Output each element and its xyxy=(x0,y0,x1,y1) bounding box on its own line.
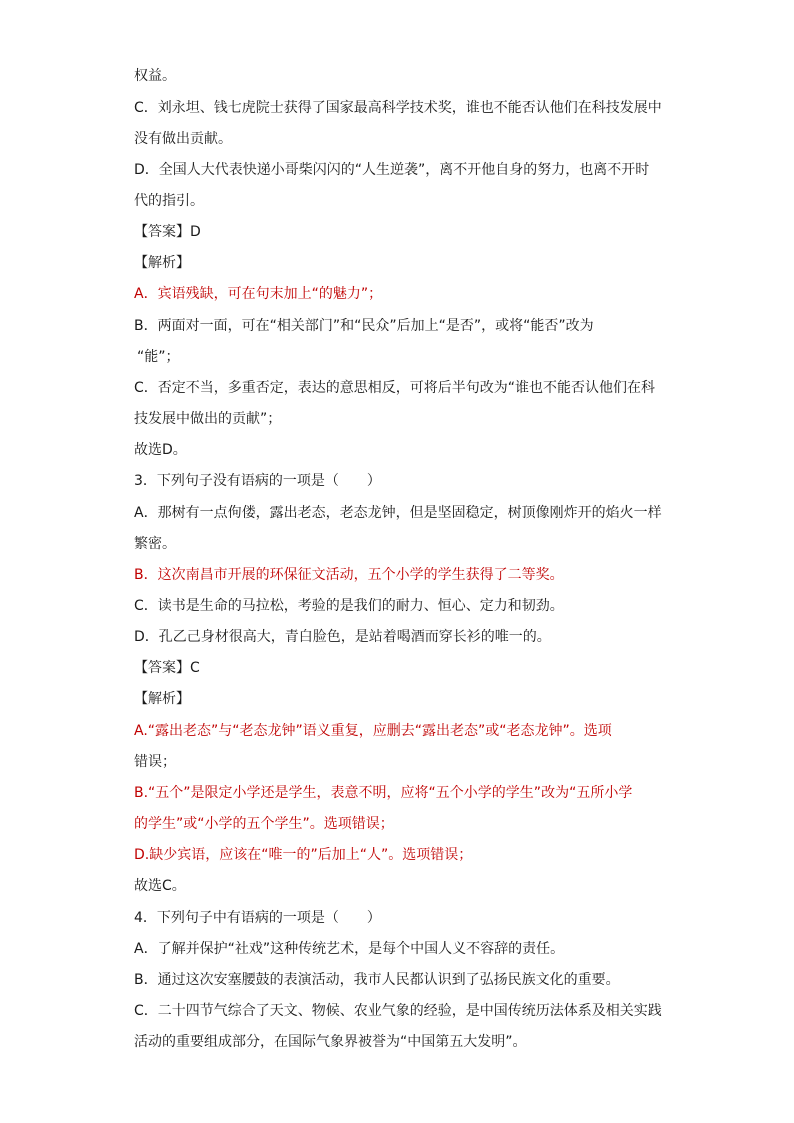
option-b-line: B．通过这次安塞腰鼓的表演活动，我市人民都认识到了弘扬民族文化的重要。 xyxy=(134,972,620,988)
text-line: 权益。 xyxy=(134,68,176,84)
option-a-line: A．了解并保护“社戏”这种传统艺术，是每个中国人义不容辞的责任。 xyxy=(134,941,565,957)
analysis-line: D.缺少宾语，应该在“唯一的”后加上“人”。选项错误； xyxy=(134,847,473,863)
text-line: 活动的重要组成部分，在国际气象界被誉为“中国第五大发明”。 xyxy=(134,1034,527,1050)
analysis-line: B.“五个”是限定小学还是学生，表意不明，应将“五个小学的学生”改为“五所小学 xyxy=(134,785,633,801)
option-d-line: D．全国人大代表快递小哥柴闪闪的“人生逆袭”，离不开他自身的努力，也离不开时 xyxy=(134,162,650,178)
option-a-line: A．那树有一点佝偻，露出老态，老态龙钟，但是坚固稳定，树顶像刚炸开的焰火一样 xyxy=(134,505,662,521)
analysis-line: A．宾语残缺，可在句末加上“的魅力”； xyxy=(134,286,383,302)
analysis-line: C．否定不当，多重否定，表达的意思相反，可将后半句改为“谁也不能否认他们在科 xyxy=(134,380,656,396)
analysis-line: 的学生”或“小学的五个学生”。选项错误； xyxy=(134,816,394,832)
conclusion-line: 故选D。 xyxy=(134,442,187,458)
analysis-line: A.“露出老态”与“老态龙钟”语义重复，应删去“露出老态”或“老态龙钟”。选项 xyxy=(134,723,612,739)
analysis-line: “能”； xyxy=(137,349,180,365)
option-c-line: C．刘永坦、钱七虎院士获得了国家最高科学技术奖，谁也不能否认他们在科技发展中 xyxy=(134,100,662,116)
answer-label: 【答案】D xyxy=(134,224,201,240)
option-d-line: D．孔乙己身材很高大，青白脸色，是站着喝酒而穿长衫的唯一的。 xyxy=(134,629,551,645)
analysis-line: B．两面对一面，可在“相关部门”和“民众”后加上“是否”，或将“能否”改为 xyxy=(134,318,594,334)
analysis-line: 错误； xyxy=(134,754,176,770)
text-line: 没有做出贡献。 xyxy=(134,131,232,147)
answer-label: 【答案】C xyxy=(134,660,200,676)
question-3-heading: 3．下列句子没有语病的一项是（ ） xyxy=(134,473,381,489)
analysis-line: 技发展中做出的贡献”； xyxy=(134,411,282,427)
text-line: 繁密。 xyxy=(134,536,176,552)
question-4-heading: 4．下列句子中有语病的一项是（ ） xyxy=(134,910,381,926)
text-line: 代的指引。 xyxy=(134,193,204,209)
option-b-line: B．这次南昌市开展的环保征文活动，五个小学的学生获得了二等奖。 xyxy=(134,567,564,583)
analysis-label: 【解析】 xyxy=(134,691,190,707)
option-c-line: C．二十四节气综合了天文、物候、农业气象的经验，是中国传统历法体系及相关实践 xyxy=(134,1003,662,1019)
conclusion-line: 故选C。 xyxy=(134,878,186,894)
analysis-label: 【解析】 xyxy=(134,255,190,271)
option-c-line: C．读书是生命的马拉松，考验的是我们的耐力、恒心、定力和韧劲。 xyxy=(134,598,564,614)
